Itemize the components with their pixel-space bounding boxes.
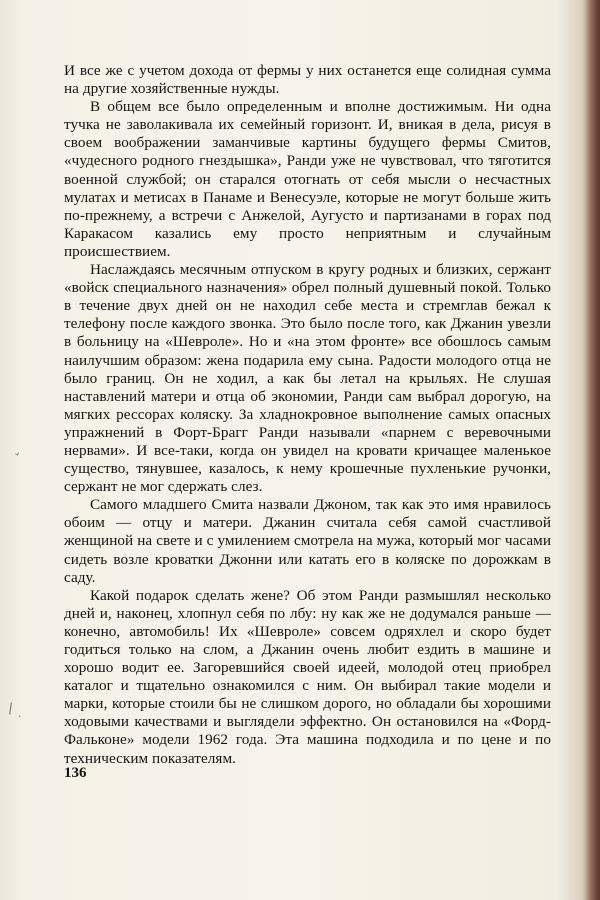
margin-mark: · xyxy=(18,710,22,723)
margin-mark: \ xyxy=(4,700,16,718)
paragraph-3: Наслаждаясь месячным отпуском в кругу родных и близких, сержант «войск специального назначения» обрел полный душевный покой. Только в течение двух дней он не находил себе места и стремглав бежал к телефону после каждого звонка. Это было после того, как Джанин увезли в больницу на «Шевроле». Но и «на этом фронте» все обошлось самым наилучшим образом: жена подарила ему сына. Радости молодого отца не было границ. Он не ходил, а как бы летал на крыльях. Не слушая наставлений матери и отца об экономии, Ранди сам выбрал дорогую, на мягких рессорах коляску. За хладнокровное выполнение самых опасных упражнений в Форт-Брагг Ранди называли «парнем с веревочными нервами». И все-таки, когда он увидел на кровати кричащее маленькое существо, тянувшее, казалось, к нему крошечные пухленькие ручонки, сержант не мог сдержать слез. xyxy=(64,261,551,496)
paragraph-5: Какой подарок сделать жене? Об этом Ранди размышлял несколько дней и, наконец, хлопнул себя по лбу: ну как же не додумался раньше — конечно, автомобиль! Их «Шевроле» совсем одряхлел и скоро будет годиться только на слом, а Джанин очень любит ездить в машине и хорошо водит ее. Загоревшийся своей идеей, молодой отец приобрел каталог и тщательно ознакомился с ним. Он выбирал такие модели и марки, которые стоили бы не слишком дорого, но обладали бы хорошими ходовыми качествами и выглядели эффектно. Он остановился на «Форд-Фальконе» модели 1962 года. Эта машина подходила и по цене и по техническим показателям. xyxy=(64,586,551,767)
paragraph-1: И все же с учетом дохода от фермы у них останется еще солидная сумма на другие хозяйственные нужды. xyxy=(64,62,551,98)
paragraph-4: Самого младшего Смита назвали Джоном, так как это имя нравилось обоим — отцу и матери. Джанин считала себя самой счастливой женщиной на свете и с умилением смотрела на мужа, который мог часами сидеть возле кроватки Джонни или катать его в коляске по дорожкам в саду. xyxy=(64,496,551,586)
body-text xyxy=(64,62,551,768)
paragraph-2: В общем все было определенным и вполне достижимым. Ни одна тучка не заволакивала их семейный горизонт. И, вникая в дела, рисуя в своем воображении заманчивые картины будущего фермы Смитов, «чудесного родного гнездышка», Ранди уже не чувствовал, что тяготится военной службой; он старался отогнать от себя мысли о несчастных мулатах и метисах в Панаме и Венесуэле, которые не могут больше жить по-прежнему, а встречи с Анжелой, Аугусто и партизанами в горах под Каракасом казались ему просто неприятным и случайным происшествием. xyxy=(64,98,551,260)
page-number: 136 xyxy=(64,765,87,781)
margin-mark: ˇ xyxy=(13,451,25,468)
